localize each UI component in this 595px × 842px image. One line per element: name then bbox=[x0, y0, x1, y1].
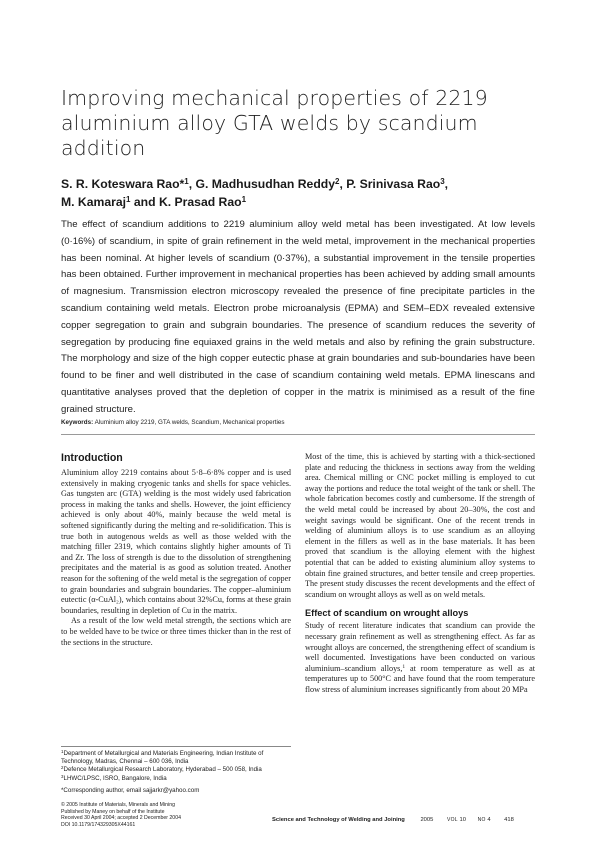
affiliation-marker: 1 bbox=[184, 177, 189, 186]
paper-title: Improving mechanical properties of 2219 aluminium alloy GTA welds by scandium addition bbox=[61, 86, 488, 160]
left-column bbox=[61, 451, 291, 648]
section-divider bbox=[61, 434, 535, 435]
issue-label: NO bbox=[477, 817, 486, 823]
volume-label: VOL bbox=[446, 817, 458, 823]
affiliation-marker: 1 bbox=[241, 195, 247, 204]
affiliation-marker: 3 bbox=[440, 177, 445, 186]
affiliation-marker: 2 bbox=[335, 177, 340, 186]
abstract: The effect of scandium additions to 2219 aluminium alloy weld metal has been investigated. At low levels (0·16%) of scandium, in spite of grain refinement in the weld metal, improvement in the mechanical properties has been nominal. At higher levels of scandium (0·37%), a substantial improvement in the tensile properties has been obtained. Further improvement in mechanical properties has been achieved by adding small amounts of magnesium. Transmission electron microscopy revealed the presence of fine precipitate particles in the scandium containing weld metals. Electron probe microanalysis (EPMA) and SEM–EDX revealed extensive copper segregation to grain and subgrain boundaries. The presence of scandium reduces the severity of segregation by producing fine equiaxed grains in the weld metals and also by refining the grain substructure. The morphology and size of the high copper eutectic phase at grain boundaries and sub-boundaries have been found to be finer and well distributed in the case of scandium containing weld metals. EPMA linescans and quantitative analyses proved that the depletion of copper in the matrix is minimised as a result of the fine grained structure. bbox=[61, 219, 535, 415]
issue-number: 4 bbox=[487, 817, 491, 823]
author-name: K. Prasad Rao bbox=[158, 195, 242, 209]
body-paragraph: Study of recent literature indicates that scandium can provide the necessary grain refinement as well as strengthening effect. As far as wrought alloys are concerned, the strengthening effect of scandium is well documented. Investigations have been conducted on various aluminium–scandium alloys,$^1$ at room temperature as well as at temperatures up to 500°C and have found that the room temperature flow stress of aluminium increases significantly from about 20 MPa bbox=[305, 621, 535, 694]
author-name: M. Kamaraj bbox=[61, 195, 127, 209]
author-name: S. R. Koteswara Rao* bbox=[61, 177, 185, 191]
keywords bbox=[61, 418, 535, 427]
right-column bbox=[305, 452, 535, 695]
page-number: 418 bbox=[504, 817, 514, 823]
affiliation-footnote: $^1$Department of Metallurgical and Materials Engineering, Indian Institute of Technology, Madras, Chennai – 600 036, India bbox=[61, 749, 264, 766]
footnotes bbox=[61, 750, 293, 795]
keywords-label: Keywords: bbox=[61, 419, 94, 426]
keywords-text: Aluminium alloy 2219, GTA welds, Scandium, Mechanical properties bbox=[93, 419, 285, 426]
body-paragraph: As a result of the low weld metal strength, the sections which are to be welded have to be twice or three times thicker than in the rest of the sections in the structure. bbox=[61, 616, 291, 647]
section-heading-introduction: Introduction bbox=[61, 452, 123, 464]
corresponding-author: *Corresponding author, email sajjarkr@yahoo.com bbox=[61, 786, 200, 794]
volume-number: 10 bbox=[459, 817, 466, 823]
journal-footer bbox=[272, 815, 562, 825]
affiliation-marker: 1 bbox=[126, 195, 131, 204]
body-paragraph: Most of the time, this is achieved by starting with a thick-sectioned plate and reducing the thickness in sections away from the welding area. Chemical milling or CNC pocket milling is employed to cut away the portions and reduce the total weight of the tank or shell. The whole fabrication becomes costly and cumbersome. If the strength of the weld metal could be increased by about 20–30%, the cost and weight savings would be significant. One of the recent trends in welding of aluminium alloys is to use scandium as an alloying element in the fillers as well as in the base materials. It has been proved that scandium is the alloying element with the highest potential that can be added to existing aluminium alloy systems to obtain fine grained structures, and better tensile and creep properties. The present study discusses the recent developments and the effect of scandium on wrought alloys as well as on weld metals. bbox=[305, 452, 535, 599]
footnote-divider bbox=[61, 746, 291, 747]
copyright-block: © 2005 Institute of Materials, Minerals and Mining Published by Maney on behalf of the Institute Received 30 April 2004; accepted 2 December 2004 DOI 10.1179/174329305X44161 bbox=[61, 802, 181, 828]
journal-year: 2005 bbox=[420, 817, 434, 823]
journal-name: Science and Technology of Welding and Joining bbox=[272, 817, 405, 823]
author-name: P. Srinivasa Rao bbox=[346, 177, 441, 191]
affiliation-footnote: $^2$Defence Metallurgical Research Laboratory, Hyderabad – 500 058, India bbox=[61, 765, 262, 774]
section-heading-scandium-wrought: Effect of scandium on wrought alloys bbox=[305, 608, 469, 619]
author-name: G. Madhusudhan Reddy bbox=[195, 177, 335, 191]
author-list: S. R. Koteswara Rao*$^1$, G. Madhusudhan Reddy$^2$, P. Srinivasa Rao$^3$, M. Kamaraj$^1$ and K. Prasad Rao$^1$ bbox=[61, 177, 449, 209]
body-paragraph: Aluminium alloy 2219 contains about 5·8–6·8% copper and is used extensively in making cryogenic tanks and shells for space vehicles. Gas tungsten arc (GTA) welding is the most widely used fabrication process in making the tanks and shells. However, the joint efficiency achieved is only about 40%, mainly because the weld metal is softened significantly during the melting and re-solidification. This is true both in autogenous welds as well as those welded with the matching filler 2319, which contains slightly higher amounts of Ti and Zr. The loss of strength is due to the dissolution of strengthening precipitates and the material is as good as solution treated. Another reason for the softening of the weld metal is the segregation of copper to grain boundaries and subgrain boundaries. The copper–aluminium eutectic (α-CuAl₂), which contains about 32%Cu, forms at these grain boundaries, resulting in depletion of Cu in the matrix. bbox=[61, 468, 291, 615]
reference-marker: 1 bbox=[402, 663, 406, 670]
affiliation-footnote: $^3$LHWC/LPSC, ISRO, Bangalore, India bbox=[61, 773, 167, 782]
